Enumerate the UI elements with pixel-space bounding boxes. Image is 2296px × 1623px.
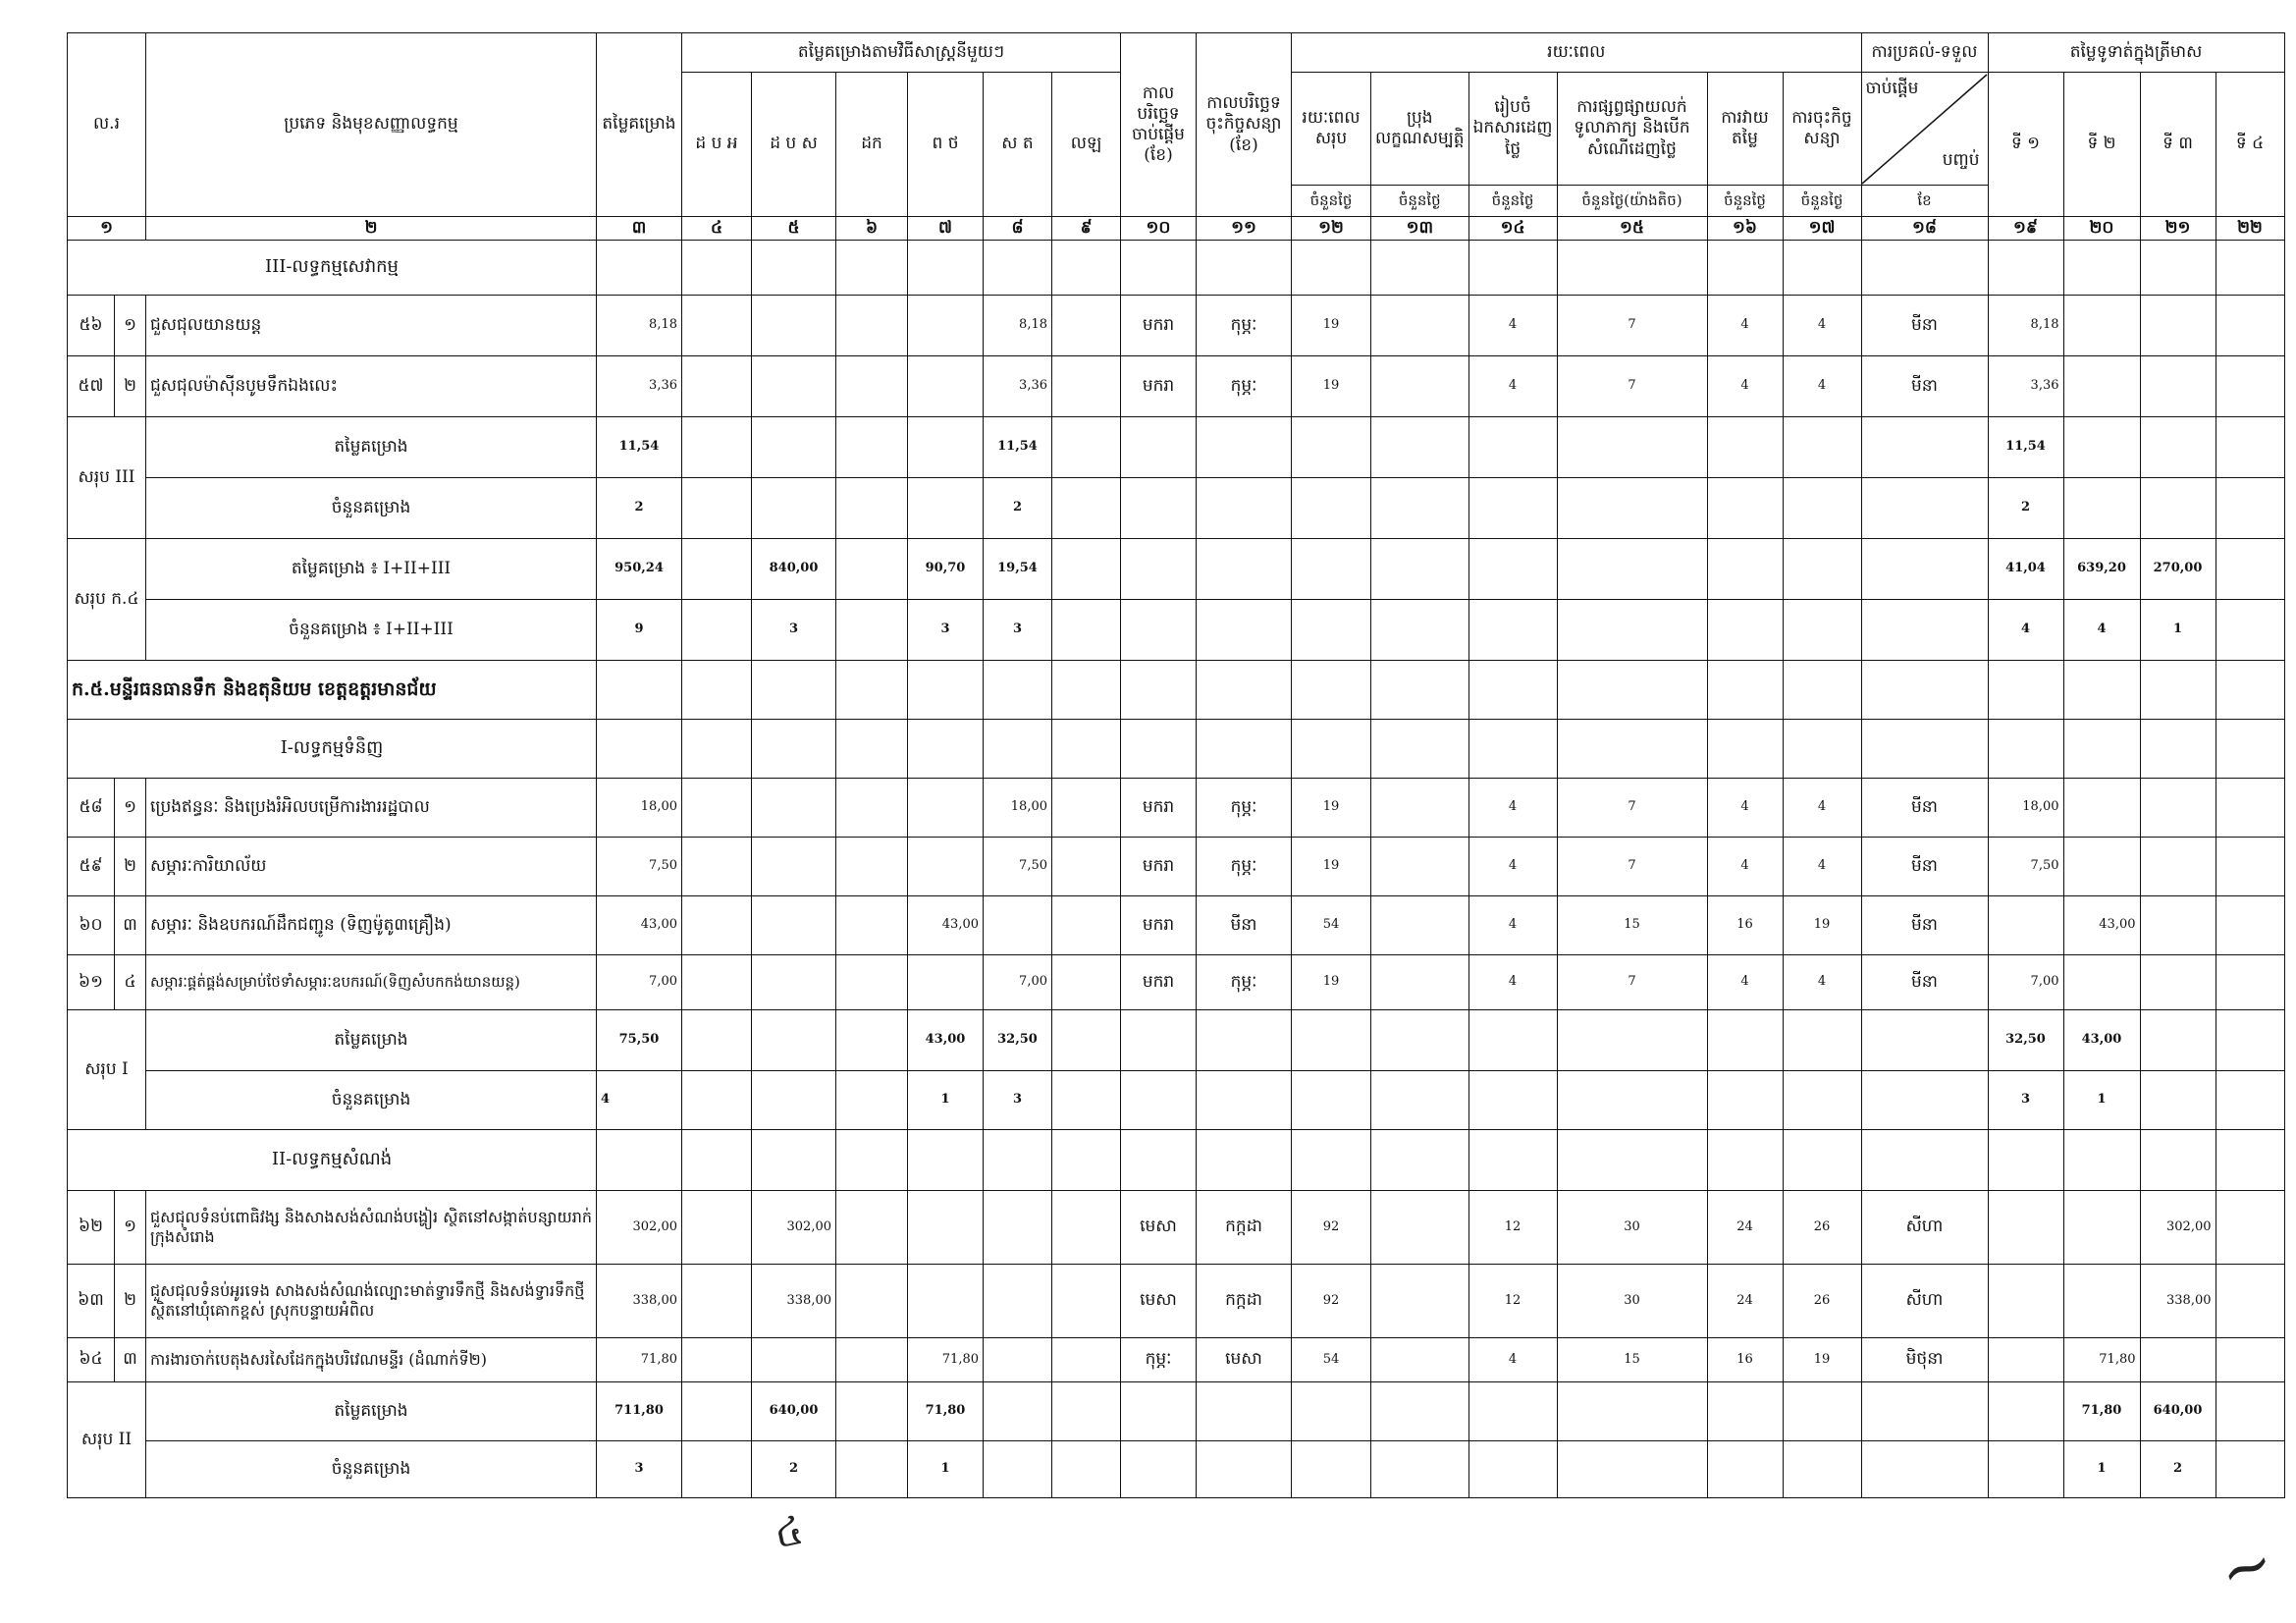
section-row [68,720,2285,779]
row-no: ៦០ [68,896,115,955]
summary-src5: 19,54 [984,539,1052,600]
header-delivery-split [1861,73,1988,186]
table-row [68,1265,2285,1338]
header-src1: ដ ប អ [682,73,752,217]
summary-cost-label: តម្លៃគម្រោង [146,417,597,478]
row-delivery: មិថុនា [1861,1338,1988,1382]
row-name: ប្រេងឥន្ធនៈ និងប្រេងរំអិលបម្រើការងាររដ្ឋបាល [146,779,597,838]
row-d-sign: 26 [1783,1265,1861,1338]
header-delivery-group: ការប្រគល់-ទទួល [1861,33,1988,73]
row-cost: 18,00 [597,779,682,838]
summary-count-src5: 3 [984,1071,1052,1130]
summary-count-label: ចំនួនគម្រោង [146,1071,597,1130]
summary-q2: 71,80 [2063,1382,2140,1441]
row-cost: 7,50 [597,838,682,896]
colnum: ២១ [2140,217,2216,241]
summary-count-src4: 1 [908,1071,984,1130]
summary-row [68,600,2285,661]
summary-cost: 75,50 [597,1010,682,1071]
row-no: ៥៩ [68,838,115,896]
summary-cost-label: តម្លៃគម្រោង [146,1010,597,1071]
row-no: ៥៦ [68,296,115,356]
summary-q2: 639,20 [2063,539,2140,600]
header-unit-eval: ចំនួនថ្ងៃ [1707,186,1783,217]
colnum: ២០ [2063,217,2140,241]
row-contract: កក្កដា [1197,1191,1292,1265]
row-name: សម្ភារៈការិយាល័យ [146,838,597,896]
colnum: ៩ [1052,217,1121,241]
row-start: មករា [1121,955,1197,1010]
summary-label: សរុប I [68,1010,146,1130]
row-d-sign: 4 [1783,296,1861,356]
header-unit-total: ចំនួនថ្ងៃ [1292,186,1371,217]
row-d-bid: 15 [1557,1338,1707,1382]
row-q2: 43,00 [2063,896,2140,955]
row-d-docs: 4 [1468,955,1557,1010]
summary-count: 4 [597,1071,682,1130]
table-row [68,356,2285,417]
row-d-eval: 4 [1707,955,1783,1010]
row-q1: 18,00 [1988,779,2063,838]
summary-src4: 43,00 [908,1010,984,1071]
row-no: ៦២ [68,1191,115,1265]
summary-src2: 840,00 [752,539,836,600]
summary-label: សរុប III [68,417,146,539]
table-row [68,955,2285,1010]
row-no: ៦៣ [68,1265,115,1338]
row-d-bid: 7 [1557,779,1707,838]
row-no: ៥៨ [68,779,115,838]
row-q1: 7,00 [1988,955,2063,1010]
colnum: ១៣ [1371,217,1469,241]
row-d-bid: 30 [1557,1191,1707,1265]
row-q3: 338,00 [2140,1265,2216,1338]
row-d-sign: 19 [1783,1338,1861,1382]
header-d-sign: ការចុះកិច្ចសន្យា [1783,73,1861,186]
row-cost: 43,00 [597,896,682,955]
row-name: សម្ភារៈផ្គត់ផ្គង់សម្រាប់ថែទាំសម្ភារៈឧបករណ៍(ទិញសំបកកង់យានយន្ត) [146,955,597,1010]
row-d-sign: 4 [1783,955,1861,1010]
section-title: III-លទ្ធកម្មសេវាកម្ម [68,241,597,296]
header-del-end: បញ្ចប់ [1942,149,1980,170]
summary-q1: 11,54 [1988,417,2063,478]
row-delivery: សីហា [1861,1265,1988,1338]
summary-row [68,1382,2285,1441]
row-delivery: មីនា [1861,896,1988,955]
row-cost: 8,18 [597,296,682,356]
row-d-eval: 4 [1707,779,1783,838]
header-unit-sign: ចំនួនថ្ងៃ [1783,186,1861,217]
summary-count: 3 [597,1441,682,1498]
row-d-total: 92 [1292,1265,1371,1338]
row-d-sign: 4 [1783,779,1861,838]
summary-q2: 43,00 [2063,1010,2140,1071]
summary-q1: 32,50 [1988,1010,2063,1071]
row-contract: មីនា [1197,896,1292,955]
header-row-1 [68,33,2285,73]
header-q1: ទី ១ [1988,73,2063,217]
row-contract: កុម្ភៈ [1197,838,1292,896]
colnum: ៤ [682,217,752,241]
colnum: ១ [68,217,146,241]
row-src2: 338,00 [752,1265,836,1338]
colnum: ៧ [908,217,984,241]
row-d-total: 19 [1292,779,1371,838]
row-d-bid: 15 [1557,896,1707,955]
colnum: ២ [146,217,597,241]
summary-count-src2: 2 [752,1441,836,1498]
row-cost: 3,36 [597,356,682,417]
row-sub: ១ [115,1191,146,1265]
header-src6: លឡ [1052,73,1121,217]
row-d-bid: 7 [1557,356,1707,417]
row-d-docs: 4 [1468,896,1557,955]
row-d-sign: 4 [1783,356,1861,417]
summary-count-q1: 3 [1988,1071,2063,1130]
header-no: ល.រ [68,33,146,217]
row-src5: 18,00 [984,779,1052,838]
table-row [68,1191,2285,1265]
colnum: ២២ [2216,217,2284,241]
row-d-eval: 16 [1707,1338,1783,1382]
row-d-total: 92 [1292,1191,1371,1265]
colnum: ១៧ [1783,217,1861,241]
row-sub: ២ [115,1265,146,1338]
header-start-month: កាលបរិច្ឆេទចាប់ផ្តើម (ខែ) [1121,33,1197,217]
colnum: ៨ [984,217,1052,241]
row-d-bid: 30 [1557,1265,1707,1338]
colnum: ៦ [836,217,908,241]
row-d-docs: 4 [1468,838,1557,896]
header-type: ប្រភេទ និងមុខសញ្ញាលទ្ធកម្ម [146,33,597,217]
colnum: ១២ [1292,217,1371,241]
row-src5: 3,36 [984,356,1052,417]
colnum: ៥ [752,217,836,241]
row-contract: កក្កដា [1197,1265,1292,1338]
row-sub: ៤ [115,955,146,1010]
table-row [68,1338,2285,1382]
row-d-sign: 19 [1783,896,1861,955]
row-d-total: 19 [1292,838,1371,896]
row-d-docs: 4 [1468,296,1557,356]
header-src4: ព ថ [908,73,984,217]
summary-count-src5: 2 [984,478,1052,539]
row-name: ជួសជុលម៉ាស៊ីនបូមទឹកឯងលេះ [146,356,597,417]
row-d-bid: 7 [1557,838,1707,896]
row-delivery: មីនា [1861,296,1988,356]
summary-cost: 11,54 [597,417,682,478]
summary-count-q1: 4 [1988,600,2063,661]
handwritten-initial-mark: ~ [2209,1525,2284,1611]
summary-row [68,1441,2285,1498]
header-source-group: តម្លៃគម្រោងតាមវិធីសាស្រ្តនីមួយៗ [682,33,1121,73]
row-src5: 8,18 [984,296,1052,356]
header-unit-docs: ចំនួនថ្ងៃ [1468,186,1557,217]
table-row [68,296,2285,356]
row-sub: ២ [115,356,146,417]
row-d-eval: 24 [1707,1265,1783,1338]
row-cost: 338,00 [597,1265,682,1338]
row-d-total: 54 [1292,896,1371,955]
header-src5: ស ត [984,73,1052,217]
row-start: មករា [1121,838,1197,896]
table-row [68,779,2285,838]
header-d-bid: ការផ្សព្វផ្សាយលក់ទូលាភាក្យ និងបើកសំណើដេញថ្លៃ [1557,73,1707,186]
row-d-docs: 12 [1468,1191,1557,1265]
summary-src4: 71,80 [908,1382,984,1441]
header-del-start: ចាប់ផ្តើម [1865,79,1919,98]
row-d-eval: 4 [1707,838,1783,896]
row-d-docs: 4 [1468,356,1557,417]
colnum: ១៤ [1468,217,1557,241]
summary-row [68,539,2285,600]
header-unit-bid: ចំនួនថ្ងៃ(យ៉ាងតិច) [1557,186,1707,217]
header-q3: ទី ៣ [2140,73,2216,217]
header-src3: ដក [836,73,908,217]
summary-q3: 640,00 [2140,1382,2216,1441]
row-d-eval: 24 [1707,1191,1783,1265]
header-unit-delivery: ខែ [1861,186,1988,217]
colnum: ១៦ [1707,217,1783,241]
row-src5: 7,50 [984,838,1052,896]
table-row [68,896,2285,955]
row-no: ៦៤ [68,1338,115,1382]
summary-label: សរុប ក.៤ [68,539,146,661]
row-src5: 7,00 [984,955,1052,1010]
handwritten-page-mark: ៤ [770,1507,808,1558]
row-q3: 302,00 [2140,1191,2216,1265]
row-cost: 7,00 [597,955,682,1010]
summary-count-label: ចំនួនគម្រោង [146,478,597,539]
header-unit-prepare: ចំនួនថ្ងៃ [1371,186,1469,217]
section-row [68,241,2285,296]
summary-row [68,1071,2285,1130]
header-src2: ដ ប ស [752,73,836,217]
row-q2: 71,80 [2063,1338,2140,1382]
row-name: ជួសជុលទំនប់អូរទេង សាងសង់សំណង់ល្បោះមាត់ទ្វារទឹកថ្មី និងសង់ទ្វារទឹកថ្មី ស្ថិតនៅឃុំគោកខ្ពស់ ស្រុកបន្ទាយអំពិល [146,1265,597,1338]
row-sub: ៣ [115,896,146,955]
row-src4: 71,80 [908,1338,984,1382]
header-q4: ទី ៤ [2216,73,2284,217]
row-start: កុម្ភៈ [1121,1338,1197,1382]
row-delivery: មីនា [1861,955,1988,1010]
row-contract: កុម្ភៈ [1197,955,1292,1010]
colnum: ១៩ [1988,217,2063,241]
row-q1: 8,18 [1988,296,2063,356]
row-delivery: មីនា [1861,356,1988,417]
summary-count-src5: 3 [984,600,1052,661]
summary-row [68,417,2285,478]
row-no: ៥៧ [68,356,115,417]
row-q1: 3,36 [1988,356,2063,417]
summary-count-q2: 1 [2063,1071,2140,1130]
row-cost: 71,80 [597,1338,682,1382]
section-row [68,1130,2285,1191]
row-start: មេសា [1121,1191,1197,1265]
summary-label: សរុប II [68,1382,146,1498]
summary-cost-label: តម្លៃគម្រោង ៖ I+II+III [146,539,597,600]
department-row [68,661,2285,720]
row-d-docs: 4 [1468,1338,1557,1382]
row-name: សម្ភារៈ និងឧបករណ៍ដឹកជញ្ជូន (ទិញម៉ូតូ៣គ្រឿង) [146,896,597,955]
row-start: មករា [1121,356,1197,417]
header-d-eval: ការវាយតម្លៃ [1707,73,1783,186]
row-d-total: 19 [1292,356,1371,417]
summary-cost: 711,80 [597,1382,682,1441]
colnum: ៣ [597,217,682,241]
header-q2: ទី ២ [2063,73,2140,217]
colnum: ១១ [1197,217,1292,241]
summary-count-q2: 4 [2063,600,2140,661]
colnum: ១៨ [1861,217,1988,241]
row-q1: 7,50 [1988,838,2063,896]
row-start: មករា [1121,779,1197,838]
colnum: ១៥ [1557,217,1707,241]
summary-cost: 950,24 [597,539,682,600]
summary-count-q2: 1 [2063,1441,2140,1498]
procurement-plan-table [67,32,2285,1498]
row-start: មេសា [1121,1265,1197,1338]
row-delivery: មីនា [1861,838,1988,896]
summary-src5: 11,54 [984,417,1052,478]
row-sub: ៣ [115,1338,146,1382]
summary-row [68,478,2285,539]
row-name: ជួសជុលទំនប់ពោធិវង្ស និងសាងសង់សំណង់បង្ហៀរ ស្ថិតនៅសង្កាត់បន្សាយរាក់ ក្រុងសំរោង [146,1191,597,1265]
summary-cost-label: តម្លៃគម្រោង [146,1382,597,1441]
summary-count-q3: 1 [2140,600,2216,661]
section-title: II-លទ្ធកម្មសំណង់ [68,1130,597,1191]
row-name: ការងារចាក់បេតុងសរសៃដែកក្នុងបរិវេណមន្ទីរ (ដំណាក់ទី២) [146,1338,597,1382]
column-number-row [68,217,2285,241]
table-row [68,838,2285,896]
row-delivery: សីហា [1861,1191,1988,1265]
row-sub: ២ [115,838,146,896]
summary-q1: 41,04 [1988,539,2063,600]
summary-count-src4: 3 [908,600,984,661]
row-no: ៦១ [68,955,115,1010]
summary-count-q3: 2 [2140,1441,2216,1498]
row-d-docs: 12 [1468,1265,1557,1338]
summary-count-label: ចំនួនគម្រោង ៖ I+II+III [146,600,597,661]
header-d-total: រយៈពេលសរុប [1292,73,1371,186]
header-cost: តម្លៃគម្រោង [597,33,682,217]
row-contract: កុម្ភៈ [1197,296,1292,356]
row-d-docs: 4 [1468,779,1557,838]
row-contract: កុម្ភៈ [1197,356,1292,417]
header-d-docs: រៀបចំឯកសារដេញថ្លៃ [1468,73,1557,186]
summary-count: 2 [597,478,682,539]
summary-count-q1: 2 [1988,478,2063,539]
row-sub: ១ [115,779,146,838]
row-name: ជួសជុលយានយន្ត [146,296,597,356]
row-src4: 43,00 [908,896,984,955]
section-title: I-លទ្ធកម្មទំនិញ [68,720,597,779]
summary-q3: 270,00 [2140,539,2216,600]
summary-src2: 640,00 [752,1382,836,1441]
row-contract: មេសា [1197,1338,1292,1382]
row-src2: 302,00 [752,1191,836,1265]
row-d-total: 19 [1292,955,1371,1010]
row-d-total: 54 [1292,1338,1371,1382]
row-d-sign: 4 [1783,838,1861,896]
row-d-bid: 7 [1557,296,1707,356]
header-d-prepare: ប្រុងលក្ខណសម្បត្តិ [1371,73,1469,186]
row-start: មករា [1121,296,1197,356]
header-quarter-group: តម្លៃទូទាត់ក្នុងត្រីមាស [1988,33,2284,73]
row-d-total: 19 [1292,296,1371,356]
row-delivery: មីនា [1861,779,1988,838]
summary-row [68,1010,2285,1071]
summary-src5: 32,50 [984,1010,1052,1071]
header-duration-group: រយៈពេល [1292,33,1862,73]
colnum: ១០ [1121,217,1197,241]
row-d-bid: 7 [1557,955,1707,1010]
row-d-eval: 16 [1707,896,1783,955]
header-contract-month: កាលបរិច្ឆេទចុះកិច្ចសន្យា (ខែ) [1197,33,1292,217]
row-d-sign: 26 [1783,1191,1861,1265]
department-title: ក.៥.មន្ទីរធនធានទឹក និងឧតុនិយម ខេត្តឧត្តរមានជ័យ [68,661,597,720]
row-sub: ១ [115,296,146,356]
row-d-eval: 4 [1707,356,1783,417]
summary-count-label: ចំនួនគម្រោង [146,1441,597,1498]
summary-src4: 90,70 [908,539,984,600]
row-start: មករា [1121,896,1197,955]
summary-count: 9 [597,600,682,661]
row-d-eval: 4 [1707,296,1783,356]
summary-count-src4: 1 [908,1441,984,1498]
row-contract: កុម្ភៈ [1197,779,1292,838]
row-cost: 302,00 [597,1191,682,1265]
summary-count-src2: 3 [752,600,836,661]
